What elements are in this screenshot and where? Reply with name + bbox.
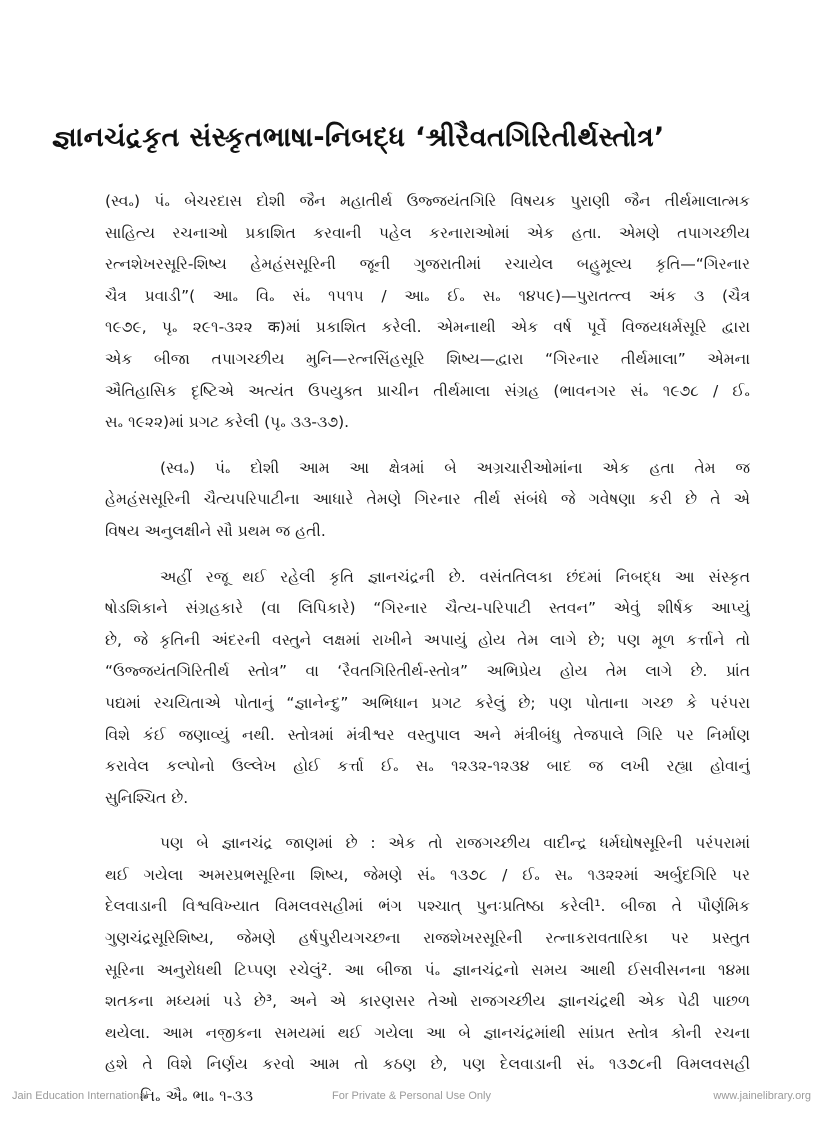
- text-line: ચૈત્ર પ્રવાડી”( આ૰ વિ૰ સં૰ ૧૫૧૫ / આ૰ ઈ૰ સ૰ ૧૪૫૯)—પુરાતત્ત્વ અંક ૩ (ચૈત્ર: [105, 286, 750, 305]
- text-line: ગુણચંદ્રસૂરિશિષ્ય, જેમણે હર્ષપુરીયગચ્છના રાજશેખરસૂરિની રત્નાકરાવતારિકા પર પ્રસ્તુત: [105, 929, 750, 948]
- paragraph-spacer: [105, 814, 750, 828]
- text-line: સ૰ ૧૯૨૨)માં પ્રગટ કરેલી (પૃ૰ ૩૩-૩૭).: [105, 413, 350, 432]
- text-line: સૂરિના અનુરોધથી ટિપ્પણ રચેલું². આ બીજા પં૰ જ્ઞાનચંદ્રનો સમય આથી ઈસવીસનના ૧૪મા: [105, 960, 750, 979]
- page-footer: [0, 1090, 828, 1110]
- page-title: જ્ઞાનચંદ્રકૃત સંસ્કૃતભાષા-નિબદ્ધ ‘શ્રીરૈવતગિરિતીર્થસ્તોત્ર’: [52, 122, 665, 154]
- text-line: સાહિત્ય રચનાઓ પ્રકાશિત કરવાની પહેલ કરનારાઓમાં એક હતા. એમણે તપાગચ્છીય: [105, 223, 750, 242]
- footer-publisher: Jain Education International: [12, 1090, 148, 1102]
- page-signature-marker: નિ૰ ઐ૰ ભા૰ ૧-૩૩: [140, 1087, 254, 1106]
- text-line: ઐતિહાસિક દૃષ્ટિએ અત્યંત ઉપયુક્ત પ્રાચીન તીર્થમાલા સંગ્રહ (ભાવનગર સં૰ ૧૯૭૮ / ઈ૰: [105, 381, 750, 400]
- text-line: હેમહંસસૂરિની ચૈત્યપરિપાટીના આધારે તેમણે ગિરનાર તીર્થ સંબંધે જે ગવેષણા કરી છે તે એ: [105, 490, 750, 509]
- footer-usage-notice: For Private & Personal Use Only: [332, 1090, 491, 1102]
- paragraph-2: [105, 453, 750, 548]
- footer-website-link[interactable]: www.jainelibrary.org: [713, 1090, 811, 1102]
- text-line: છે, જે કૃતિની અંદરની વસ્તુને લક્ષમાં રાખીને અપાયું હોય તેમ લાગે છે; પણ મૂળ કર્ત્તાને તો: [105, 630, 750, 649]
- paragraph-4: [105, 828, 750, 1081]
- paragraph-3: [105, 562, 750, 815]
- text-line: પણ બે જ્ઞાનચંદ્ર જાણમાં છે : એક તો રાજગચ્છીય વાદીન્દ્ર ધર્મઘોષસૂરિની પરંપરામાં: [160, 834, 750, 853]
- text-line: કરાવેલ કલ્પોનો ઉલ્લેખ હોઈ કર્ત્તા ઈ૰ સ૰ ૧૨૩૨-૧૨૩૪ બાદ જ લખી રહ્યા હોવાનું: [105, 757, 750, 776]
- text-line: સુનિશ્ચિત છે.: [105, 788, 189, 807]
- text-line: પદ્યમાં રચયિતાએ પોતાનું “જ્ઞાનેન્દુ” અભિધાન પ્રગટ કરેલું છે; પણ પોતાના ગચ્છ કે પરંપરા: [105, 693, 750, 712]
- text-line: અહીં રજૂ થઈ રહેલી કૃતિ જ્ઞાનચંદ્રની છે. વસંતતિલકા છંદમાં નિબદ્ધ આ સંસ્કૃત: [160, 567, 750, 586]
- text-line: (સ્વ૰) પં૰ બેચરદાસ દોશી જૈન મહાતીર્થ ઉજ્જયંતગિરિ વિષયક પુરાણી જૈન તીર્થમાલાત્મક: [105, 192, 750, 210]
- text-line: દેલવાડાની વિશ્વવિખ્યાત વિમલવસહીમાં ભંગ પશ્ચાત્ પુનઃપ્રતિષ્ઠા કરેલી¹. બીજા તે પૌર્ણમિક: [105, 897, 750, 916]
- text-line: વિષય અનુલક્ષીને સૌ પ્રથમ જ હતી.: [105, 521, 326, 540]
- paragraph-1: [105, 186, 750, 439]
- text-line: હશે તે વિશે નિર્ણય કરવો આમ તો કઠણ છે, પણ દેલવાડાની સં૰ ૧૩૭૮ની વિમલવસહી: [105, 1055, 750, 1074]
- text-line: શતકના મધ્યમાં પડે છે³, અને એ કારણસર તેઓ રાજગચ્છીય જ્ઞાનચંદ્રથી એક પેઢી પાછળ: [105, 992, 750, 1011]
- text-line: થઈ ગયેલા અમરપ્રભસૂરિના શિષ્ય, જેમણે સં૰ ૧૩૭૮ / ઈ૰ સ૰ ૧૩૨૨માં અર્બુદગિરિ પર: [105, 865, 750, 884]
- text-line: ષોડશિકાને સંગ્રહકારે (વા લિપિકારે) “ગિરનાર ચૈત્ય-પરિપાટી સ્તવન” એવું શીર્ષક આપ્યું: [105, 599, 750, 618]
- paragraph-spacer: [105, 439, 750, 453]
- text-line: “ઉજ્જયંતગિરિતીર્થ સ્તોત્ર” વા ‘રૈવતગિરિતીર્થ-સ્તોત્ર” અભિપ્રેય હોય તેમ લાગે છે. પ્રાંત: [105, 662, 750, 681]
- article-body: [105, 186, 750, 1113]
- text-line: રત્નશેખરસૂરિ-શિષ્ય હેમહંસસૂરિની જૂની ગુજરાતીમાં રચાયેલ બહુમૂલ્ય કૃતિ—“ગિરનાર: [105, 255, 750, 274]
- paragraph-spacer: [105, 548, 750, 562]
- text-line: (સ્વ૰) પં૰ દોશી આમ આ ક્ષેત્રમાં બે અગ્રચારીઓમાંના એક હતા તેમ જ: [160, 458, 750, 477]
- text-line: થયેલા. આમ નજીકના સમયમાં થઈ ગયેલા આ બે જ્ઞાનચંદ્રમાંથી સાંપ્રત સ્તોત્ર કોની રચના: [105, 1023, 750, 1042]
- text-line: વિશે કંઈ જણાવ્યું નથી. સ્તોત્રમાં મંત્રીશ્વર વસ્તુપાલ અને મંત્રીબંધુ તેજપાલે ગિરિ પર નિર્માણ: [105, 725, 750, 744]
- text-line: ૧૯૭૯, પૃ૰ ૨૯૧-૩૨૨ क)માં પ્રકાશિત કરેલી. એમનાથી એક વર્ષ પૂર્વે વિજયધર્મસૂરિ દ્વારા: [105, 318, 750, 337]
- text-line: એક બીજા તપાગચ્છીય મુનિ—રત્નસિંહસૂરિ શિષ્ય—દ્વારા “ગિરનાર તીર્થમાલા” એમના: [105, 349, 750, 368]
